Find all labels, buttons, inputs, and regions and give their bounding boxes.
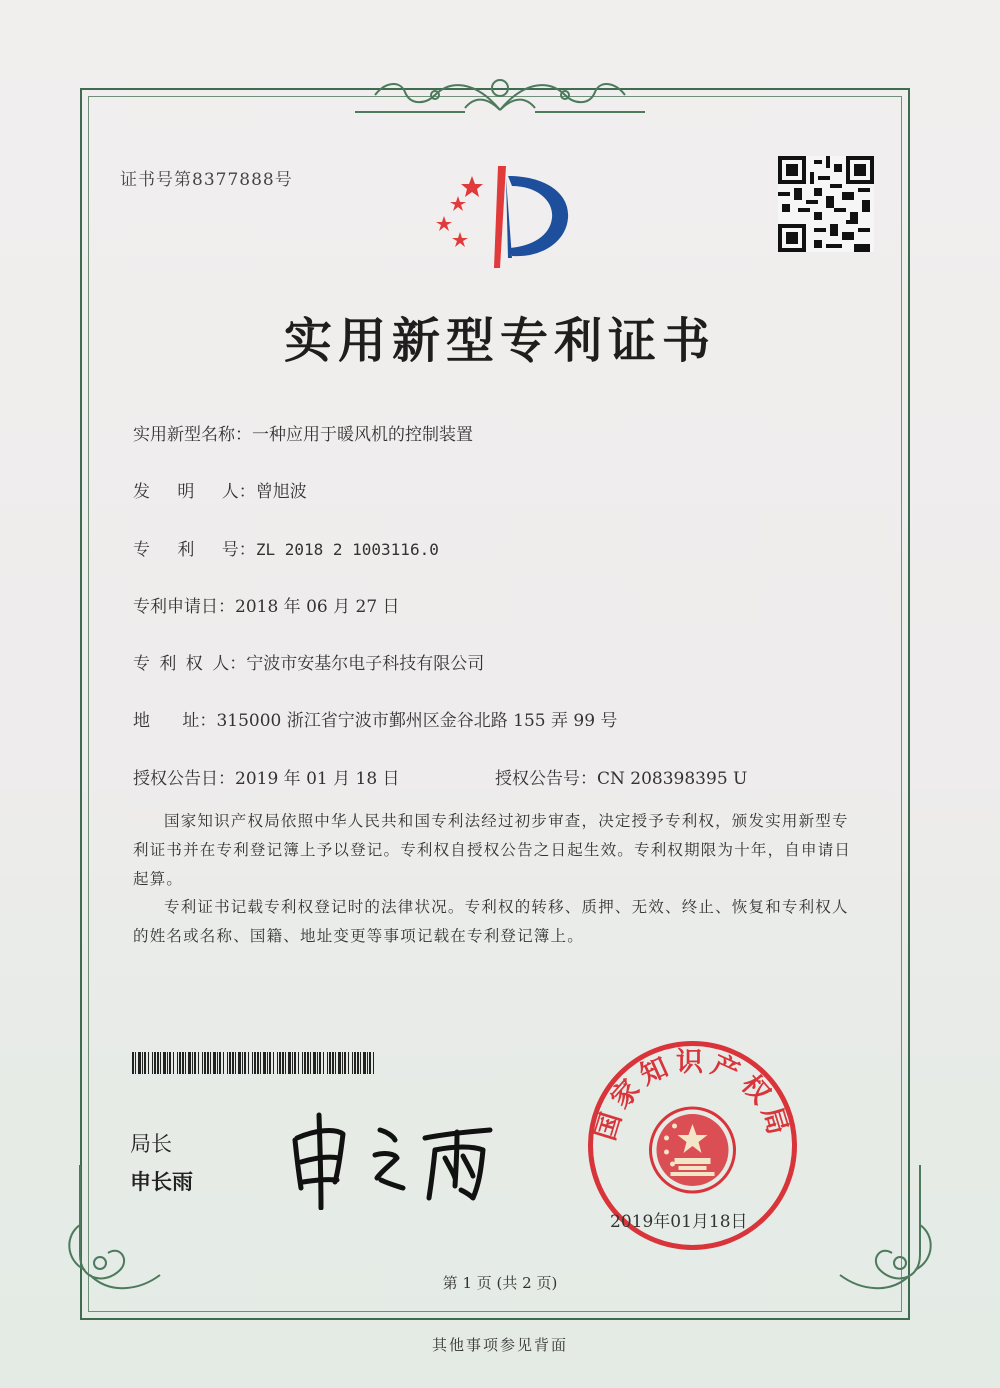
field-label: 地 址： xyxy=(133,711,217,731)
field-label: 授权公告号： xyxy=(495,769,597,789)
field-value: 2018 年 06 月 27 日 xyxy=(235,597,400,617)
field-address xyxy=(133,706,617,731)
qr-code-icon xyxy=(778,156,874,252)
commissioner-title: 局长 xyxy=(130,1132,172,1156)
page-number: 第 1 页 (共 2 页) xyxy=(442,1274,558,1292)
field-label: 授权公告日： xyxy=(133,769,235,789)
handwritten-signature xyxy=(285,1100,505,1210)
certificate-number: 证书号第8377888号 xyxy=(120,170,293,190)
field-patentee xyxy=(133,649,484,674)
commissioner-name: 申长雨 xyxy=(130,1170,193,1194)
field-label: 专 利 权 人： xyxy=(133,654,247,674)
field-patent-number xyxy=(133,535,439,560)
field-label: 发 明 人： xyxy=(133,482,256,502)
footer-note: 其他事项参见背面 xyxy=(431,1336,568,1354)
field-label: 专 利 号： xyxy=(133,540,256,560)
field-application-date xyxy=(133,592,400,617)
seal-text: 国家知识产权局 xyxy=(590,1047,795,1145)
statement-paragraph-1: 国家知识产权局依照中华人民共和国专利法经过初步审查，决定授予专利权，颁发实用新型专利证书并在专利登记簿上予以登记。专利权自授权公告之日起生效。专利权期限为十年，自申请日起算。 xyxy=(133,812,852,888)
field-value: 315000 浙江省宁波市鄞州区金谷北路 155 弄 99 号 xyxy=(216,711,618,731)
certificate-title: 实用新型专利证书 xyxy=(283,313,716,369)
field-value: ZL 2018 2 1003116.0 xyxy=(255,540,439,559)
seal-date: 2019年01月18日 xyxy=(610,1212,748,1232)
field-label: 专利申请日： xyxy=(133,597,235,617)
field-label: 实用新型名称： xyxy=(133,425,252,445)
field-value: 一种应用于暖风机的控制装置 xyxy=(252,425,473,445)
field-announcement-number xyxy=(495,764,747,789)
field-value: 宁波市安基尔电子科技有限公司 xyxy=(246,654,485,674)
top-ornament-icon xyxy=(355,70,645,120)
patent-office-logo-icon xyxy=(420,158,580,270)
field-value: CN 208398395 U xyxy=(597,769,748,789)
statement-paragraph-2: 专利证书记载专利权登记时的法律状况。专利权的转移、质押、无效、终止、恢复和专利权人的姓名或名称、国籍、地址变更等事项记载在专利登记簿上。 xyxy=(133,898,849,945)
barcode-icon xyxy=(132,1052,377,1074)
field-announcement-date xyxy=(133,764,400,789)
field-utility-model-name xyxy=(133,420,473,445)
field-value: 2019 年 01 月 18 日 xyxy=(235,769,400,789)
field-value: 曾旭波 xyxy=(255,482,307,502)
field-inventor xyxy=(133,477,307,502)
